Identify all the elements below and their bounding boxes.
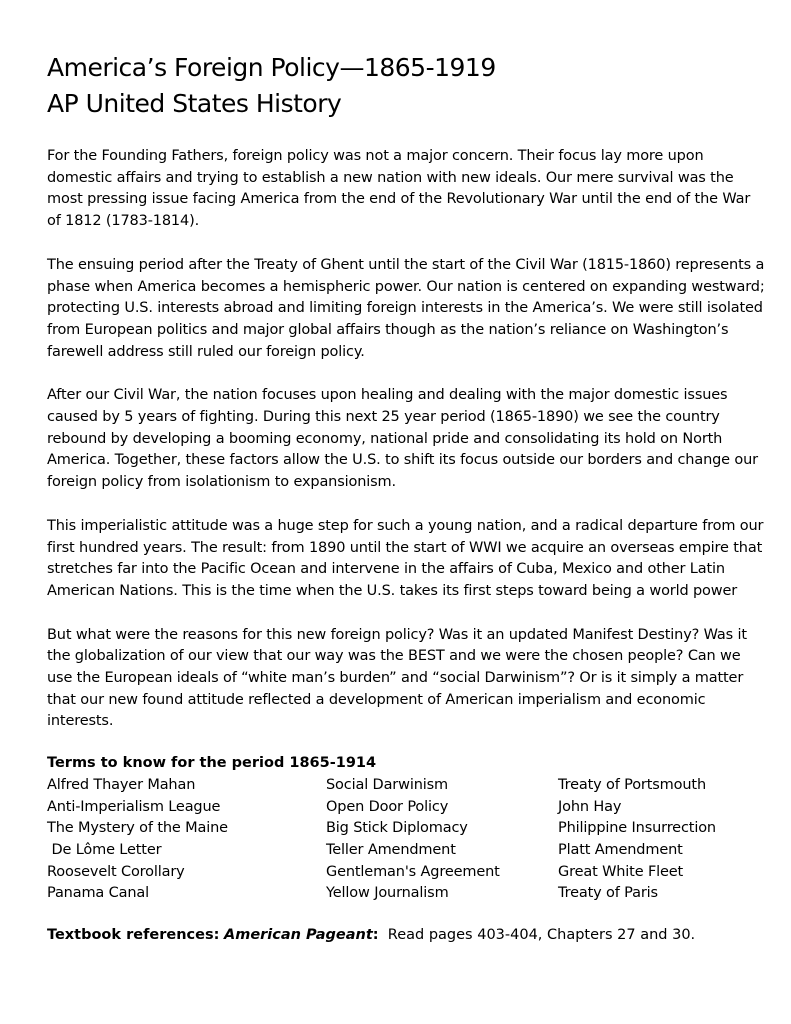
textbook-title: American Pageant <box>223 927 373 944</box>
title-line-1: America’s Foreign Policy—1865-1919 <box>47 53 496 82</box>
term-item: De Lôme Letter <box>47 841 162 858</box>
term-item: Treaty of Paris <box>558 885 658 902</box>
terms-heading: Terms to know for the period 1865-1914 <box>47 755 377 772</box>
term-item: John Hay <box>558 798 622 815</box>
paragraph: The ensuing period after the Treaty of Ghent until the start of the Civil War (1815-1860) represents a phase when America becomes a hemispheric power. Our nation is centered on expanding westward; protecting U.S. interests abroad and limiting foreign interests in the America’s. We were still isolated from European politics and major global affairs though as the nation’s reliance on Washington’s farewell address still ruled our foreign policy. <box>47 256 765 360</box>
term-item: Gentleman's Agreement <box>326 863 500 880</box>
references-text: Read pages 403-404, Chapters 27 and 30. <box>378 927 696 944</box>
term-item: Teller Amendment <box>326 841 456 858</box>
term-item: Social Darwinism <box>326 776 448 793</box>
references-colon: : <box>372 927 379 944</box>
term-item: Panama Canal <box>47 885 149 902</box>
terms-list <box>47 775 767 905</box>
document-title <box>47 50 767 122</box>
term-item: Alfred Thayer Mahan <box>47 776 196 793</box>
term-item: Open Door Policy <box>326 798 449 815</box>
term-item: Treaty of Portsmouth <box>558 776 706 793</box>
term-item: Yellow Journalism <box>326 885 449 902</box>
term-item: The Mystery of the Maine <box>47 820 228 837</box>
title-line-2: AP United States History <box>47 89 342 118</box>
term-item: Platt Amendment <box>558 841 683 858</box>
term-item: Anti-Imperialism League <box>47 798 221 815</box>
body-text <box>47 146 767 733</box>
document-page <box>47 50 767 947</box>
paragraph: This imperialistic attitude was a huge step for such a young nation, and a radical departure from our first hundred years. The result: from 1890 until the start of WWI we acquire an overseas empire that stretches far into the Pacific Ocean and intervene in the affairs of Cuba, Mexico and other Latin American Nations. This is the time when the U.S. takes its first steps toward being a world power <box>47 517 764 599</box>
references-label: Textbook references: <box>47 927 220 944</box>
textbook-references <box>47 925 767 947</box>
term-item: Big Stick Diplomacy <box>326 820 468 837</box>
term-item: Philippine Insurrection <box>558 820 716 837</box>
paragraph: For the Founding Fathers, foreign policy was not a major concern. Their focus lay more upon domestic affairs and trying to establish a new nation with new ideals. Our mere survival was the most pressing issue facing America from the end of the Revolutionary War until the end of the War of 1812 (1783-1814). <box>47 148 751 230</box>
term-item: Great White Fleet <box>558 863 684 880</box>
term-item: Roosevelt Corollary <box>47 863 185 880</box>
paragraph: After our Civil War, the nation focuses upon healing and dealing with the major domestic issues caused by 5 years of fighting. During this next 25 year period (1865-1890) we see the country rebound by developing a booming economy, national pride and consolidating its hold on North America. Together, these factors allow the U.S. to shift its focus outside our borders and change our foreign policy from isolationism to expansionism. <box>47 387 758 491</box>
paragraph: But what were the reasons for this new foreign policy? Was it an updated Manifest Destiny? Was it the globalization of our view that our way was the BEST and we were the chosen people? Can we use the European ideals of “white man’s burden” and “social Darwinism”? Or is it simply a matter that our new found attitude reflected a development of American imperialism and economic interests. <box>47 626 747 730</box>
